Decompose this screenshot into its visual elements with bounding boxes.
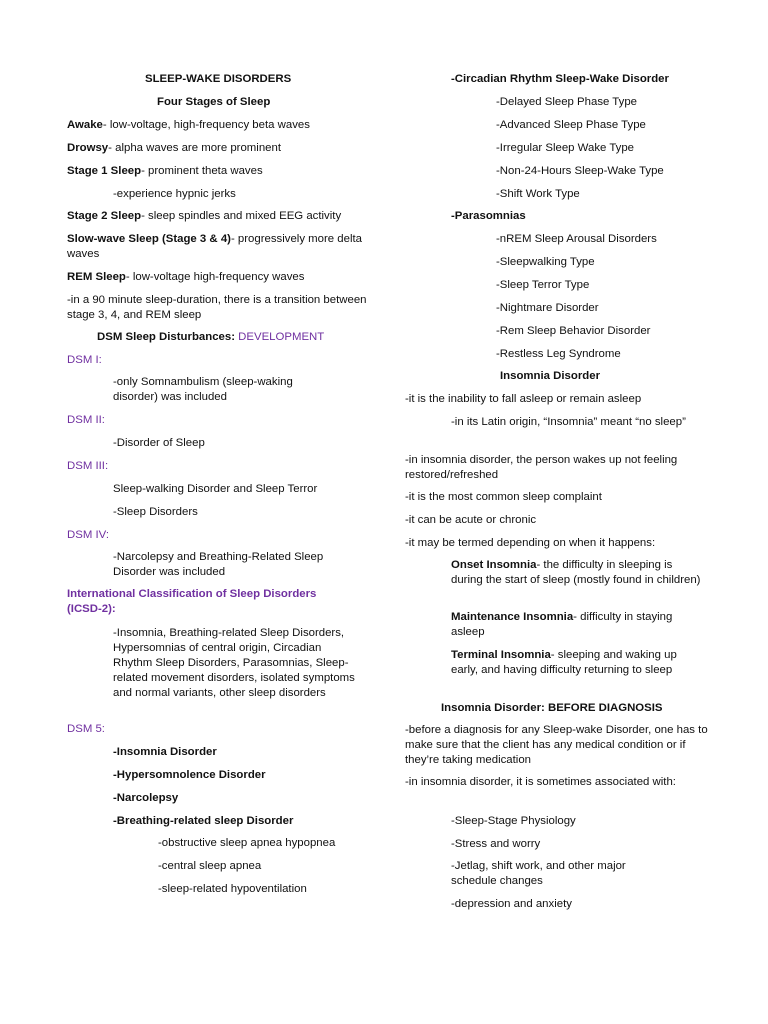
association-item: -Jetlag, shift work, and other major schedule changes (451, 860, 626, 887)
circadian-heading: -Circadian Rhythm Sleep-Wake Disorder (451, 73, 669, 85)
breathing-sub-item: -sleep-related hypoventilation (158, 883, 307, 895)
circadian-item: -Delayed Sleep Phase Type (496, 96, 637, 108)
stage-rem: REM Sleep- low-voltage high-frequency waves (67, 271, 305, 283)
breathing-sub-item: -obstructive sleep apnea hypopnea (158, 837, 336, 849)
parasomnias-heading: -Parasomnias (451, 210, 526, 222)
stage-drowsy: Drowsy- alpha waves are more prominent (67, 142, 281, 154)
circadian-item: -Irregular Sleep Wake Type (496, 142, 635, 154)
parasomnias-item: -Restless Leg Syndrome (496, 348, 621, 360)
maintenance-insomnia: Maintenance Insomnia- difficulty in staying asleep (451, 611, 673, 638)
parasomnias-item: -Sleep Terror Type (496, 279, 590, 291)
icsd-text: -Insomnia, Breathing-related Sleep Disorders, Hypersomnias of central origin, Circadian Rhythm Sleep Disorders, Parasomnias, Sleep-related movement disorders, isolated symptoms and normal variants, other sleep disorders (113, 627, 355, 699)
dsm3-label: DSM III: (67, 460, 109, 472)
icsd-label: International Classification of Sleep Disorders (ICSD-2): (67, 588, 317, 615)
stage-1-note: -experience hypnic jerks (113, 188, 236, 200)
before-diagnosis-note: -before a diagnosis for any Sleep-wake Disorder, one has to make sure that the client has any medical condition or if they’re taking medication (405, 724, 708, 766)
breathing-sub-item: -central sleep apnea (158, 860, 262, 872)
parasomnias-item: -nREM Sleep Arousal Disorders (496, 233, 657, 245)
insomnia-note: -it can be acute or chronic (405, 514, 537, 526)
dsm-heading: DSM Sleep Disturbances: DEVELOPMENT (97, 331, 325, 343)
dsm5-item-hypersomnolence: -Hypersomnolence Disorder (113, 769, 266, 781)
parasomnias-item: -Nightmare Disorder (496, 302, 599, 314)
dsm1-label: DSM I: (67, 354, 102, 366)
dsm4-text: -Narcolepsy and Breathing-Related Sleep Disorder was included (113, 551, 324, 578)
insomnia-heading: Insomnia Disorder (500, 370, 601, 382)
dsm2-text: -Disorder of Sleep (113, 437, 205, 449)
dsm5-item-breathing: -Breathing-related sleep Disorder (113, 815, 294, 827)
association-item: -depression and anxiety (451, 898, 572, 910)
dsm1-text: -only Somnambulism (sleep-waking disorder) was included (113, 376, 293, 403)
association-item: -Sleep-Stage Physiology (451, 815, 576, 827)
dsm2-label: DSM II: (67, 414, 105, 426)
stage-1: Stage 1 Sleep- prominent theta waves (67, 165, 263, 177)
insomnia-note: -in insomnia disorder, the person wakes up not feeling restored/refreshed (405, 454, 678, 481)
stage-awake: Awake- low-voltage, high-frequency beta waves (67, 119, 310, 131)
circadian-item: -Non-24-Hours Sleep-Wake Type (496, 165, 664, 177)
dsm5-item-insomnia: -Insomnia Disorder (113, 746, 217, 758)
cycle-note: -in a 90 minute sleep-duration, there is a transition between stage 3, 4, and REM sleep (67, 294, 367, 321)
insomnia-note: -it may be termed depending on when it happens: (405, 537, 656, 549)
parasomnias-item: -Rem Sleep Behavior Disorder (496, 325, 651, 337)
before-diagnosis-note: -in insomnia disorder, it is sometimes associated with: (405, 776, 676, 788)
terminal-insomnia: Terminal Insomnia- sleeping and waking up early, and having difficulty returning to sleep (451, 649, 677, 676)
insomnia-note: -it is the most common sleep complaint (405, 491, 602, 503)
stage-slow-wave: Slow-wave Sleep (Stage 3 & 4)- progressively more delta waves (67, 233, 362, 260)
dsm4-label: DSM IV: (67, 529, 109, 541)
dsm-heading-accent: DEVELOPMENT (238, 331, 325, 343)
parasomnias-item: -Sleepwalking Type (496, 256, 595, 268)
section-heading-four-stages: Four Stages of Sleep (157, 96, 271, 108)
stage-2: Stage 2 Sleep- sleep spindles and mixed EEG activity (67, 210, 342, 222)
onset-insomnia: Onset Insomnia- the difficulty in sleeping is during the start of sleep (mostly found in children) (451, 559, 701, 586)
before-diagnosis-heading: Insomnia Disorder: BEFORE DIAGNOSIS (441, 702, 663, 714)
dsm3-text-1: Sleep-walking Disorder and Sleep Terror (113, 483, 318, 495)
insomnia-latin-origin: -in its Latin origin, “Insomnia” meant “no sleep” (451, 416, 686, 428)
insomnia-definition: -it is the inability to fall asleep or remain asleep (405, 393, 642, 405)
dsm5-item-narcolepsy: -Narcolepsy (113, 792, 179, 804)
association-item: -Stress and worry (451, 838, 541, 850)
document-title: SLEEP-WAKE DISORDERS (145, 73, 292, 85)
circadian-item: -Shift Work Type (496, 188, 580, 200)
dsm3-text-2: -Sleep Disorders (113, 506, 198, 518)
dsm5-label: DSM 5: (67, 723, 105, 735)
circadian-item: -Advanced Sleep Phase Type (496, 119, 646, 131)
